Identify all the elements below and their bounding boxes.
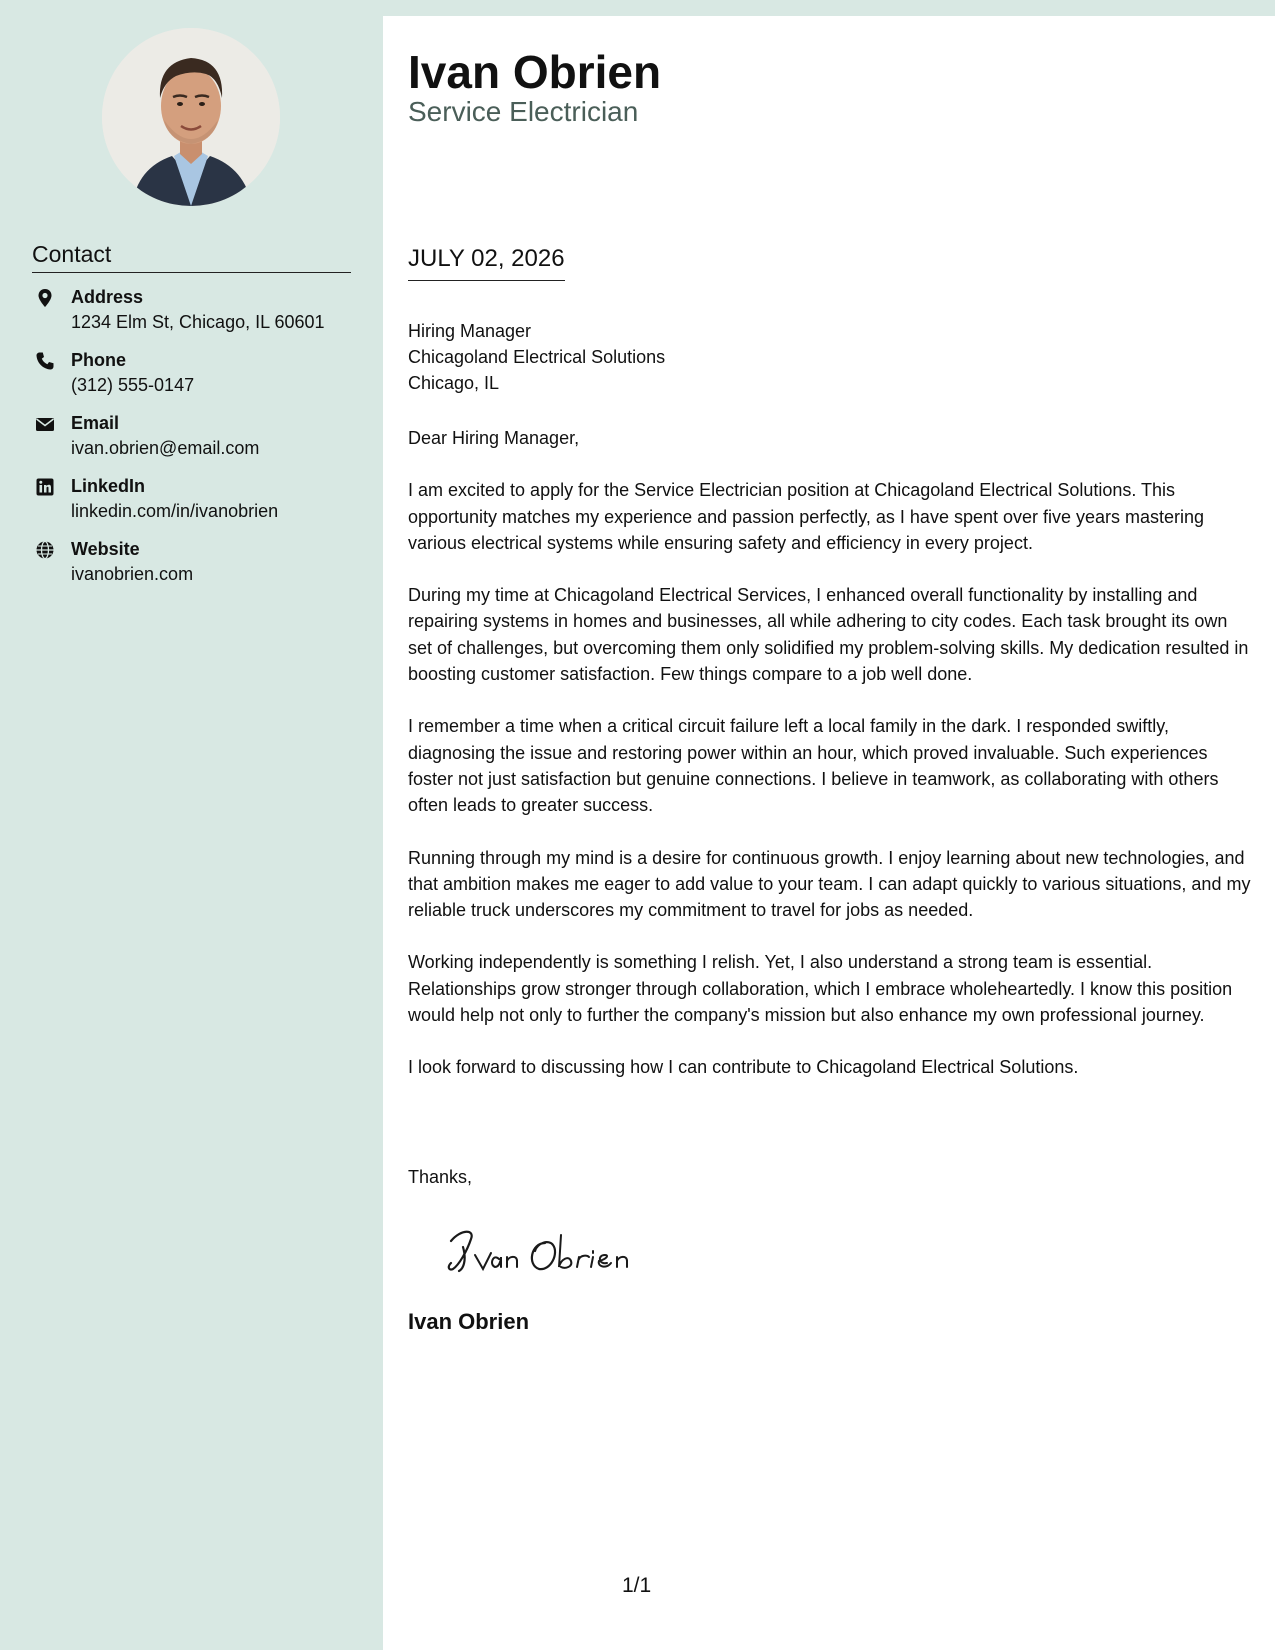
phone-value: (312) 555-0147 (71, 375, 195, 395)
contact-label: Phone (71, 350, 127, 370)
letter-body (408, 425, 1254, 1107)
signed-name: Ivan Obrien (408, 1309, 530, 1334)
letter-date: JULY 02, 2026 (408, 242, 565, 281)
email-value[interactable]: ivan.obrien@email.com (71, 438, 260, 458)
contact-label: LinkedIn (71, 476, 146, 496)
salutation: Dear Hiring Manager, (408, 428, 580, 448)
recipient-line: Hiring Manager (408, 321, 532, 341)
letter-main (383, 16, 1275, 1650)
contact-label: Email (71, 413, 120, 433)
contact-label: Website (71, 539, 140, 559)
closing: Thanks, (408, 1167, 473, 1187)
contact-item-email (32, 411, 372, 474)
job-title: Service Electrician (408, 96, 639, 127)
body-paragraph: I am excited to apply for the Service Electrician position at Chicagoland Electrical Solutions. This opportunity matches my experience and passion perfectly, as I have spent over five years mastering various electrical systems while ensuring safety and efficiency in every project. (408, 480, 1205, 553)
contact-heading: Contact (32, 240, 351, 273)
contact-item-website (32, 537, 372, 600)
recipient-block (408, 318, 1248, 396)
linkedin-value[interactable]: linkedin.com/in/ivanobrien (71, 501, 279, 521)
contact-list (32, 285, 372, 600)
avatar (102, 28, 280, 206)
body-paragraph: I remember a time when a critical circuit failure left a local family in the dark. I responded swiftly, diagnosing the issue and restoring power within an hour, which proved invaluable. Such experiences foster not just satisfaction but genuine connections. I believe in teamwork, as collaborating with others often leads to greater success. (408, 716, 1219, 816)
recipient-line: Chicagoland Electrical Solutions (408, 347, 666, 367)
page-number: 1/1 (622, 1574, 652, 1597)
contact-label: Address (71, 287, 144, 307)
website-value[interactable]: ivanobrien.com (71, 564, 194, 584)
contact-item-phone (32, 348, 372, 411)
handwritten-signature (441, 1221, 651, 1281)
body-paragraph: During my time at Chicagoland Electrical Services, I enhanced overall functionality by installing and repairing systems in homes and businesses, all while adhering to city codes. Each task brought its own set of challenges, but overcoming them only solidified my problem-solving skills. My dedication resulted in boosting customer satisfaction. Few things compare to a job well done. (408, 585, 1249, 685)
phone-icon (35, 351, 55, 371)
globe-icon (35, 540, 55, 560)
linkedin-icon (35, 477, 55, 497)
body-paragraph: Running through my mind is a desire for continuous growth. I enjoy learning about new technologies, and that ambition makes me eager to add value to your team. I can adapt quickly to various situations, and my reliable truck underscores my commitment to travel for jobs as needed. (408, 847, 1251, 921)
contact-item-address (32, 285, 372, 348)
map-pin-icon (35, 288, 55, 308)
contact-item-linkedin (32, 474, 372, 537)
applicant-name: Ivan Obrien (408, 46, 662, 98)
sidebar (0, 0, 383, 1650)
envelope-icon (35, 414, 55, 434)
body-paragraph: Working independently is something I relish. Yet, I also understand a strong team is essential. Relationships grow stronger through collaboration, which I embrace wholeheartedly. I know this position would help not only to further the company's mission but also enhance my own professional journey. (408, 952, 1233, 1026)
recipient-line: Chicago, IL (408, 373, 500, 393)
address-value: 1234 Elm St, Chicago, IL 60601 (71, 312, 325, 332)
body-paragraph: I look forward to discussing how I can contribute to Chicagoland Electrical Solutions. (408, 1057, 1079, 1078)
profile-photo-icon (102, 28, 280, 206)
